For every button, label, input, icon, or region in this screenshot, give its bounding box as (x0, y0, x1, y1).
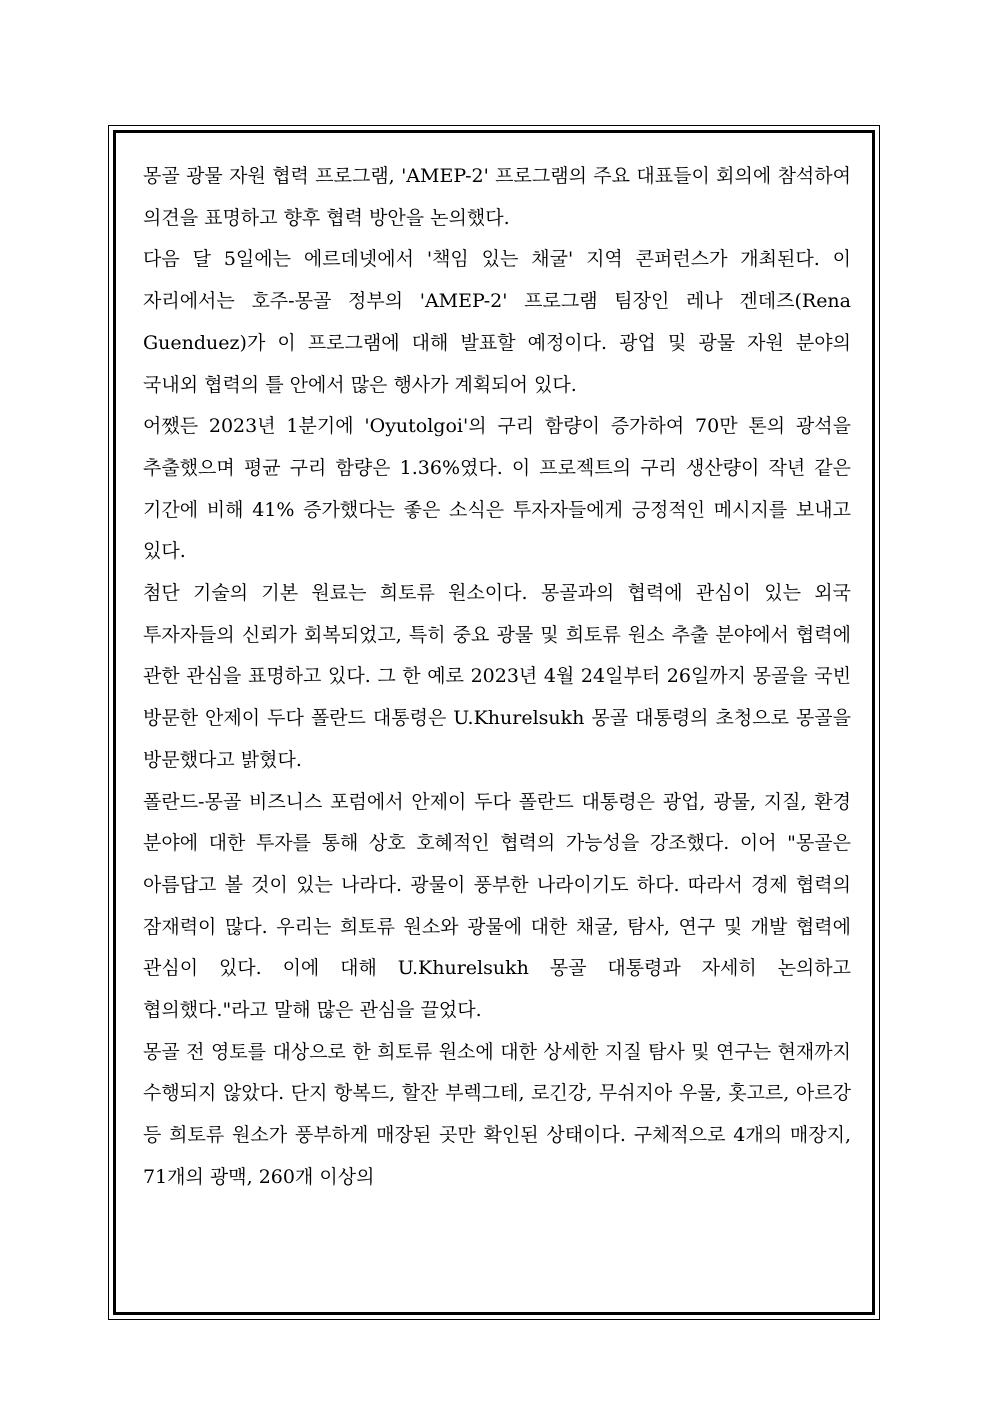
paragraph-amep-meeting: 몽골 광물 자원 협력 프로그램, 'AMEP-2' 프로그램의 주요 대표들이 회의에 참석하여 의견을 표명하고 향후 협력 방안을 논의했다. (143, 165, 851, 229)
paragraph-business-forum: 폴란드-몽골 비즈니스 포럼에서 안제이 두다 폴란드 대통령은 광업, 광물, 지질, 환경 분야에 대한 투자를 통해 상호 호혜적인 협력의 가능성을 강조했다. 이어 "몽골은 아름답고 볼 것이 있는 나라다. 광물이 풍부한 나라이기도 하다. 따라서 경제 협력의 잠재력이 많다. 우리는 희토류 원소와 광물에 대한 채굴, 탐사, 연구 및 개발 협력에 관심이 있다. 이에 대해 U.Khurelsukh 몽골 대통령과 자세히 논의하고 협의했다."라고 말해 많은 관심을 끌었다. (143, 790, 851, 1022)
paragraph-geological-survey: 몽골 전 영토를 대상으로 한 희토류 원소에 대한 상세한 지질 탐사 및 연구는 현재까지 수행되지 않았다. 단지 항복드, 할잔 부렉그테, 로긴강, 무쉬지아 우물, 홋고르, 아르강 등 희토류 원소가 풍부하게 매장된 곳만 확인된 상태이다. 구체적으로 4개의 매장지, 71개의 광맥, 260개 이상의 (143, 1040, 851, 1188)
paragraph-rare-earth-investment: 첨단 기술의 기본 원료는 희토류 원소이다. 몽골과의 협력에 관심이 있는 외국 투자자들의 신뢰가 회복되었고, 특히 중요 광물 및 희토류 원소 추출 분야에서 협력에 관한 관심을 표명하고 있다. 그 한 예로 2023년 4월 24일부터 26일까지 몽골을 국빈 방문한 안제이 두다 폴란드 대통령은 U.Khurelsukh 몽골 대통령의 초청으로 몽골을 방문했다고 밝혔다. (143, 582, 851, 771)
paragraph-erdenet-conference: 다음 달 5일에는 에르데넷에서 '책임 있는 채굴' 지역 콘퍼런스가 개최된다. 이 자리에서는 호주-몽골 정부의 'AMEP-2' 프로그램 팀장인 레나 겐데즈(Rena Guenduez)가 이 프로그램에 대해 발표할 예정이다. 광업 및 광물 자원 분야의 국내외 협력의 틀 안에서 많은 행사가 계획되어 있다. (143, 248, 851, 396)
paragraph-oyutolgoi-copper: 어쨌든 2023년 1분기에 'Oyutolgoi'의 구리 함량이 증가하여 70만 톤의 광석을 추출했으며 평균 구리 함량은 1.36%였다. 이 프로젝트의 구리 생산량이 작년 같은 기간에 비해 41% 증가했다는 좋은 소식은 투자자들에게 긍정적인 메시지를 보내고 있다. (143, 415, 851, 563)
document-body (143, 156, 851, 1199)
